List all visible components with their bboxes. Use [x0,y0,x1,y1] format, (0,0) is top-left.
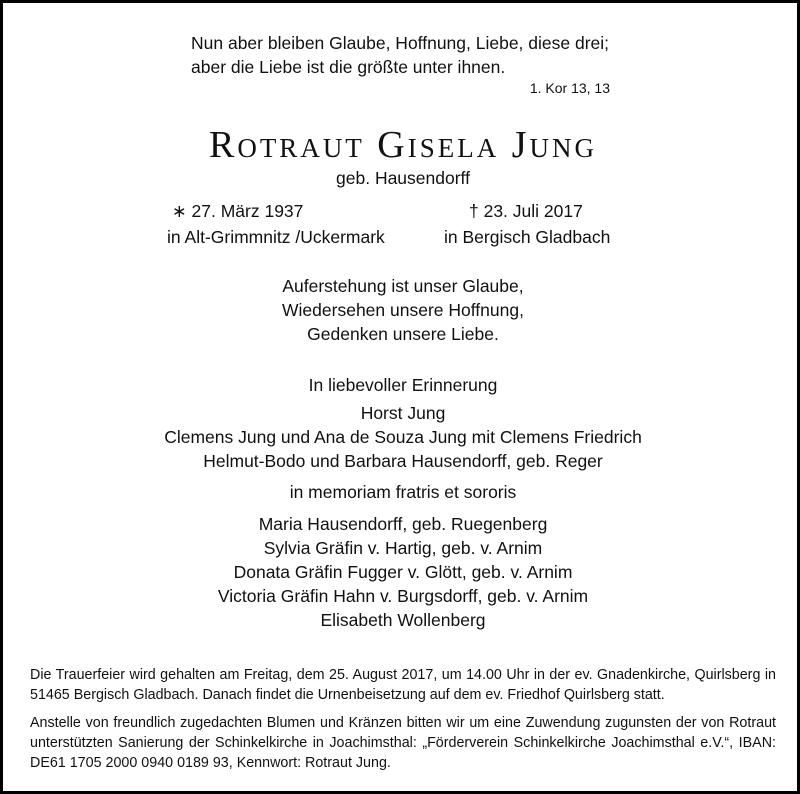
memoriam-line: in memoriam fratris et sororis [289,482,517,502]
relative: Victoria Gräfin Hahn v. Burgsdorff, geb. v. Arnim [217,586,589,606]
bible-verse [191,31,609,79]
motto-line-1: Auferstehung ist unser Glaube, [282,276,524,296]
verse-line-2: aber die Liebe ist die größte unter ihnen. [191,57,506,77]
donation-notice: Anstelle von freundlich zugedachten Blumen und Kränzen bitten wir um eine Zuwendung zugunsten der von Rotraut unterstützten Sanierung der Schinkelkirche in Joachimsthal: „Förderverein Schinkelkirche Joachimsthal e.V.“, IBAN: DE61 1705 2000 0940 0189 93, Kennwort: Rotraut Jung. [30,715,776,771]
died-place: in Bergisch Gladbach [444,227,611,247]
deceased-name: Rotraut Gisela Jung [208,124,598,166]
mourners-intro: In liebevoller Erinnerung [308,375,498,395]
family-member: Clemens Jung und Ana de Souza Jung mit Clemens Friedrich [164,427,642,447]
motto-line-2: Wiedersehen unsere Hoffnung, [282,300,524,320]
family-list [3,401,800,473]
relatives-list [3,512,800,632]
birth-info [167,198,385,250]
motto-line-3: Gedenken unsere Liebe. [307,324,499,344]
family-member: Helmut-Bodo und Barbara Hausendorff, geb. Reger [203,451,603,471]
relative: Maria Hausendorff, geb. Ruegenberg [258,514,548,534]
funeral-notice: Die Trauerfeier wird gehalten am Freitag, dem 25. August 2017, um 14.00 Uhr in der ev. Gnadenkirche, Quirlsberg in 51465 Bergisch Gladbach. Danach findet die Urnenbeisetzung auf dem ev. Friedhof Quirlsberg statt. [30,667,776,703]
death-info [444,198,610,250]
died-date: † 23. Juli 2017 [469,201,583,221]
born-place: in Alt-Grimmnitz /Uckermark [167,227,385,247]
born-date: ∗ 27. März 1937 [172,201,304,221]
motto [3,274,800,346]
family-member: Horst Jung [360,403,446,423]
relative: Sylvia Gräfin v. Hartig, geb. v. Arnim [263,538,543,558]
verse-reference: 1. Kor 13, 13 [529,80,610,96]
relative: Donata Gräfin Fugger v. Glött, geb. v. Arnim [233,562,573,582]
birth-name: geb. Hausendorff [336,168,470,188]
verse-line-1: Nun aber bleiben Glaube, Hoffnung, Liebe, diese drei; [191,33,610,53]
relative: Elisabeth Wollenberg [320,610,486,630]
